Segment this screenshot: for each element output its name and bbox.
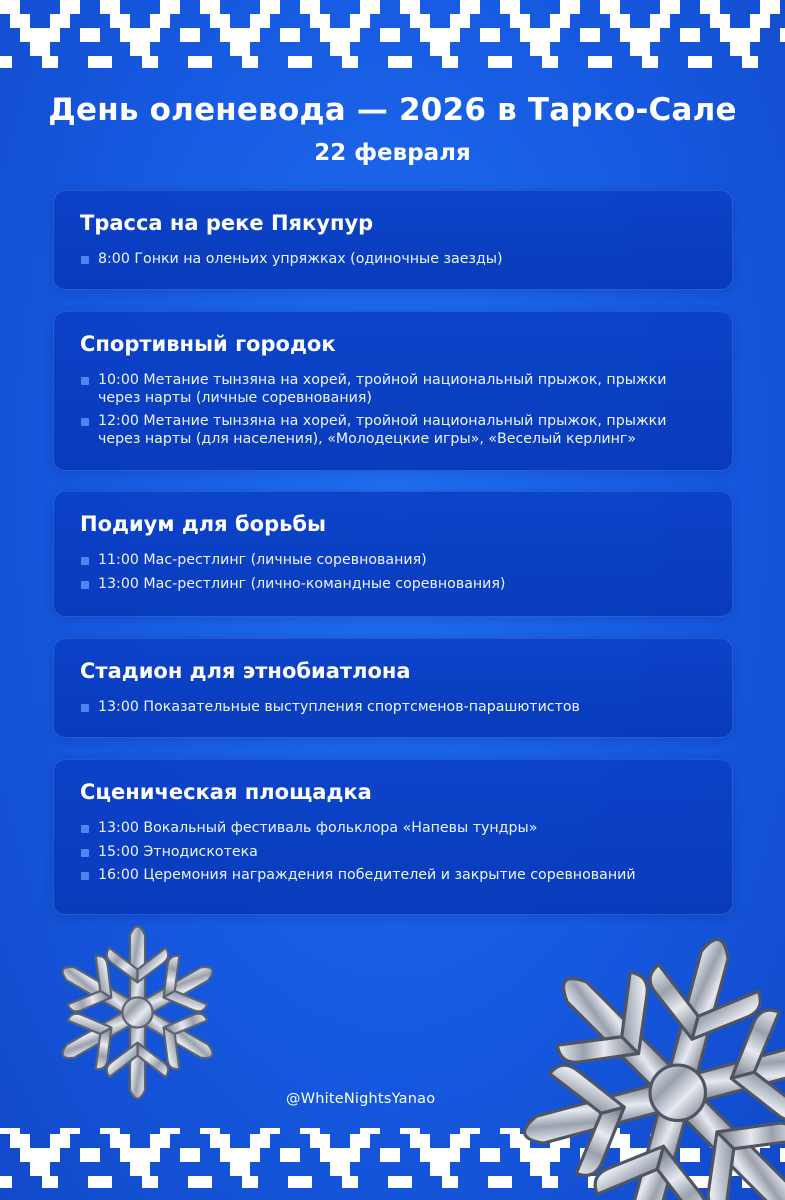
schedule-item [80,576,706,594]
venue-card-sports-town [53,311,733,471]
schedule-text: 11:00 Мас-рестлинг (личные соревнования) [98,552,427,568]
schedule-text: 15:00 Этнодискотека [98,843,258,860]
social-handle[interactable]: @WhiteNightsYanao [286,1091,436,1107]
bullet-icon [81,377,89,385]
bullet-icon [81,557,89,565]
schedule-item [80,413,706,448]
venue-title: Трасса на реке Пякупур [80,211,374,235]
schedule-text: 8:00 Гонки на оленьих упряжках (одиночные заезды) [98,251,503,267]
schedule-text: 13:00 Вокальный фестиваль фольклора «Напевы тундры» [98,820,538,836]
venue-title: Сценическая площадка [80,780,372,804]
schedule-item [80,372,706,407]
bullet-icon [81,849,89,857]
schedule-item [80,251,706,269]
venue-card-wrestling-podium [53,491,733,617]
venue-title: Подиум для борьбы [80,512,327,536]
schedule-item [80,844,706,862]
venue-title: Спортивный городок [80,332,336,356]
bullet-icon [81,704,89,712]
bullet-icon [81,418,89,426]
venue-card-river-track [53,190,733,290]
schedule-text: 10:00 Метание тынзяна на хорей, тройной национальный прыжок, прыжки через нарты (личные соревнования) [98,372,667,406]
schedule-text: 13:00 Показательные выступления спортсменов-парашютистов [98,699,580,715]
schedule-text: 13:00 Мас-рестлинг (лично-командные соревнования) [98,575,506,592]
bullet-icon [81,825,89,833]
snowflake-icon [30,905,245,1120]
venue-card-ethno-biathlon [53,638,733,738]
schedule-item [80,820,706,838]
schedule-item [80,552,706,570]
event-date: 22 февраля [314,140,471,166]
page-title: День оленевода — 2026 в Тарко-Сале [48,92,737,128]
venue-title: Стадион для этнобиатлона [80,659,411,683]
bullet-icon [81,872,89,880]
schedule-item [80,699,706,717]
top-ornament [0,0,785,80]
schedule-text: 16:00 Церемония награждения победителей и закрытие соревнований [98,867,636,883]
bullet-icon [81,256,89,264]
schedule-text: 12:00 Метание тынзяна на хорей, тройной национальный прыжок, прыжки через нарты (для населения), «Молодецкие игры», «Веселый керлинг» [98,413,667,447]
bullet-icon [81,581,89,589]
snowflake-icon [455,870,785,1200]
